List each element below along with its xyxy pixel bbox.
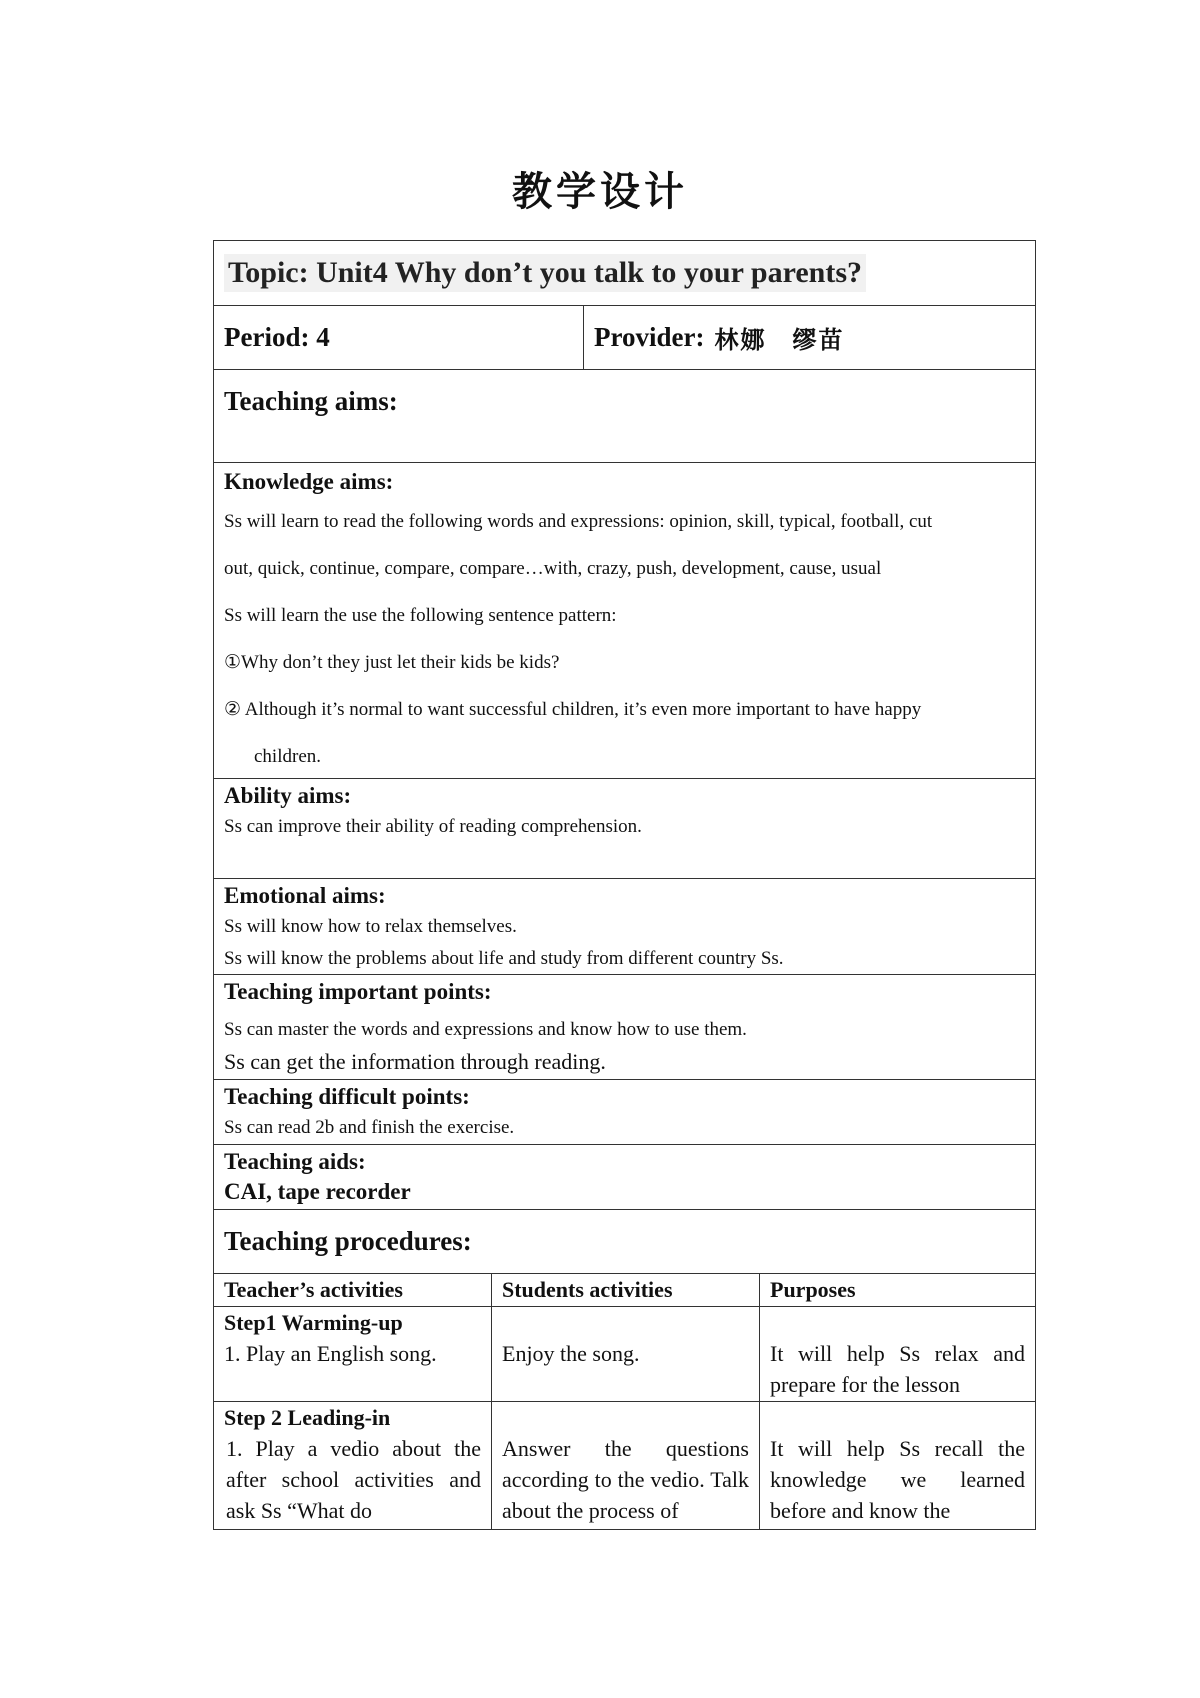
- knowledge-words-line-1: Ss will learn to read the following words and expressions: opinion, skill, typical, football, cut: [224, 511, 933, 532]
- important-points-line-2: Ss can get the information through reading.: [224, 1049, 606, 1074]
- emotional-aims-line-2: Ss will know the problems about life and study from different country Ss.: [224, 948, 784, 969]
- period-provider-row: [213, 306, 1036, 370]
- procedure-row-step-2: [213, 1402, 1036, 1530]
- topic-row: [213, 240, 1036, 306]
- procedure-row-step-1: [213, 1307, 1036, 1402]
- important-points-line-1: Ss can master the words and expressions and know how to use them.: [224, 1019, 747, 1040]
- provider-name-2: 缪苗: [792, 325, 845, 354]
- teaching-aims-heading: Teaching aims:: [224, 386, 398, 416]
- teaching-aids-row: [213, 1145, 1036, 1210]
- procedure-header-row: [213, 1274, 1036, 1307]
- difficult-points-row: [213, 1080, 1036, 1145]
- teaching-procedures-heading: Teaching procedures:: [224, 1226, 472, 1256]
- provider-cell: [584, 306, 1035, 369]
- step-1-teacher-activity: 1. Play an English song.: [224, 1341, 437, 1366]
- lesson-plan-table: [213, 240, 1036, 1530]
- step-2-teacher-activity: 1. Play a vedio about the after school activities and ask Ss “What do: [226, 1436, 481, 1523]
- step-1-student-activity: Enjoy the song.: [492, 1307, 760, 1401]
- knowledge-aims-heading: Knowledge aims:: [224, 469, 394, 494]
- column-header-students: Students activities: [492, 1274, 760, 1306]
- provider-name-1: 林娜: [714, 325, 767, 354]
- emotional-aims-heading: Emotional aims:: [224, 883, 386, 908]
- column-header-purposes: Purposes: [770, 1277, 856, 1302]
- sentence-pattern-2-line-2: children.: [254, 746, 322, 767]
- emotional-aims-row: [213, 879, 1036, 975]
- sentence-pattern-1: ①Why don’t they just let their kids be kids?: [224, 652, 560, 673]
- step-1-title: Step1 Warming-up: [224, 1310, 403, 1335]
- teaching-aids-line-1: CAI, tape recorder: [224, 1179, 411, 1204]
- ability-aims-heading: Ability aims:: [224, 783, 352, 808]
- emotional-aims-line-1: Ss will know how to relax themselves.: [224, 916, 517, 937]
- step-2-title: Step 2 Leading-in: [224, 1405, 391, 1430]
- knowledge-words-line-2: out, quick, continue, compare, compare…with, crazy, push, development, cause, usual: [224, 558, 882, 579]
- ability-aims-text: Ss can improve their ability of reading comprehension.: [224, 816, 642, 837]
- sentence-pattern-intro: Ss will learn the use the following sentence pattern:: [224, 605, 617, 626]
- step-1-purpose: It will help Ss relax and prepare for the lesson: [770, 1341, 1025, 1397]
- sentence-pattern-2-line-1: ② Although it’s normal to want successful children, it’s even more important to have happy: [224, 699, 922, 720]
- provider-label: Provider:: [594, 322, 705, 352]
- teaching-aims-row: [213, 370, 1036, 463]
- teaching-procedures-row: [213, 1210, 1036, 1274]
- teaching-aids-heading: Teaching aids:: [224, 1149, 366, 1174]
- step-2-purpose: It will help Ss recall the knowledge we learned before and know the: [770, 1436, 1025, 1523]
- important-points-heading: Teaching important points:: [224, 979, 492, 1004]
- document-title: 教学设计: [512, 168, 688, 215]
- topic-text: Topic: Unit4 Why don’t you talk to your parents?: [224, 254, 866, 292]
- important-points-row: [213, 975, 1036, 1080]
- step-2-student-activity: Answer the questions according to the vedio. Talk about the process of: [492, 1402, 760, 1529]
- difficult-points-heading: Teaching difficult points:: [224, 1084, 470, 1109]
- ability-aims-row: [213, 779, 1036, 879]
- knowledge-aims-row: [213, 463, 1036, 779]
- difficult-points-line-1: Ss can read 2b and finish the exercise.: [224, 1117, 515, 1138]
- column-header-teacher: Teacher’s activities: [214, 1274, 492, 1306]
- period-cell: Period: 4: [214, 306, 584, 369]
